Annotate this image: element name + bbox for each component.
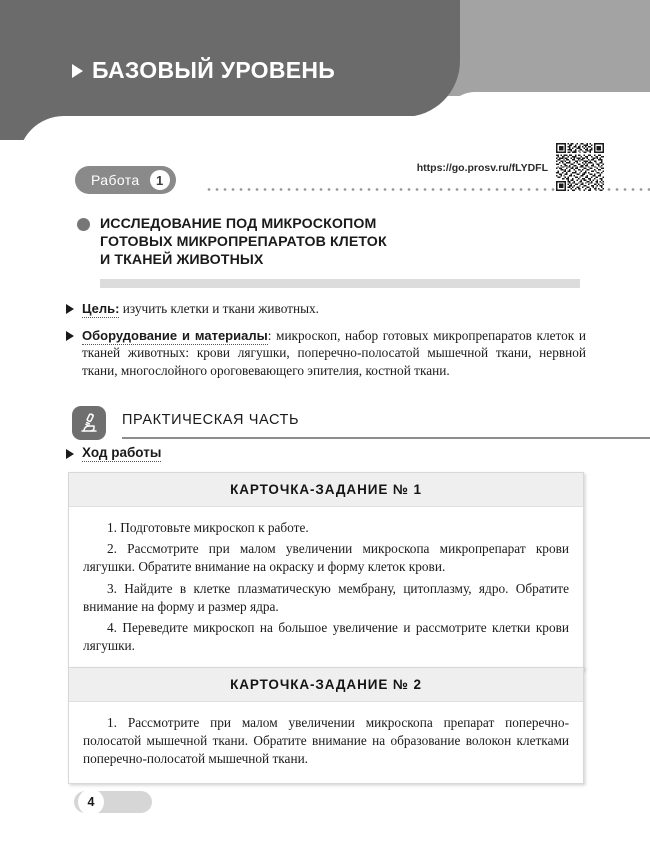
procedure-heading <box>66 444 161 462</box>
task-card <box>68 667 584 784</box>
qr-code-svg <box>556 143 604 191</box>
task-card-heading: КАРТОЧКА-ЗАДАНИЕ № 1 <box>69 473 583 507</box>
task-card-body <box>69 507 583 669</box>
microscope-icon <box>72 406 106 440</box>
goal-label: Цель: <box>82 301 120 316</box>
resource-url[interactable]: https://go.prosv.ru/fLYDFL <box>416 162 548 174</box>
practical-part-header <box>72 406 587 442</box>
circle-bullet-icon <box>77 218 90 231</box>
goal-text: изучить клетки и ткани животных. <box>119 301 320 316</box>
task-card <box>68 472 584 670</box>
task-item: 1. Рассмотрите при малом увеличении микроскопа препарат поперечно-полосатой мышечной ткани. Обратите внимание на образование волокон клетками поперечно-полосатой мышечной ткани. <box>83 715 569 767</box>
page-title-line-2: ГОТОВЫХ МИКРОПРЕПАРАТОВ КЛЕТОК <box>100 234 387 250</box>
task-item: 1. Подготовьте микроскоп к работе. <box>107 520 309 535</box>
task-card-heading: КАРТОЧКА-ЗАДАНИЕ № 2 <box>69 668 583 702</box>
page-title-line-3: И ТКАНЕЙ ЖИВОТНЫХ <box>100 252 264 268</box>
list-item <box>66 300 586 318</box>
triangle-right-icon <box>66 304 74 314</box>
equipment-text: : микроскоп, набор готовых микропрепаратов клеток и тканей животных: крови лягушки, поперечно-полосатой мышечной ткани, нервной ткани, многослойного ороговевающего эпителия, костной ткани. <box>82 327 586 378</box>
triangle-right-icon <box>66 331 74 341</box>
task-card-body <box>69 702 583 783</box>
level-title <box>72 57 335 84</box>
level-title-label: БАЗОВЫЙ УРОВЕНЬ <box>92 57 336 83</box>
work-badge-number: 1 <box>150 170 170 190</box>
page-title <box>100 215 520 269</box>
page-number-badge <box>74 791 152 813</box>
practical-divider <box>122 437 650 439</box>
list-item <box>66 327 586 380</box>
page-title-line-1: ИССЛЕДОВАНИЕ ПОД МИКРОСКОПОМ <box>100 216 377 232</box>
task-item: 3. Найдите в клетке плазматическую мембрану, цитоплазму, ядро. Обратите внимание на форму и размер ядра. <box>83 580 569 614</box>
task-item: 2. Рассмотрите при малом увеличении микроскопа микропрепарат крови лягушки. Обратите внимание на окраску и форму клеток крови. <box>83 541 569 575</box>
work-badge-label: Работа <box>91 172 140 188</box>
info-list <box>66 300 586 388</box>
work-badge[interactable] <box>75 166 176 194</box>
practical-part-label: ПРАКТИЧЕСКАЯ ЧАСТЬ <box>122 412 300 428</box>
qr-code-icon[interactable] <box>556 143 604 191</box>
title-underline-bar <box>100 279 580 288</box>
triangle-right-icon <box>66 449 74 459</box>
equipment-label: Оборудование и материалы <box>82 327 268 343</box>
procedure-label: Ход работы <box>82 445 162 460</box>
header-banner <box>0 0 650 175</box>
page-number: 4 <box>78 789 104 815</box>
task-item: 4. Переведите микроскоп на большое увеличение и рассмотрите клетки крови лягушки. <box>83 620 569 654</box>
triangle-right-icon <box>72 64 83 78</box>
microscope-svg <box>77 411 101 435</box>
